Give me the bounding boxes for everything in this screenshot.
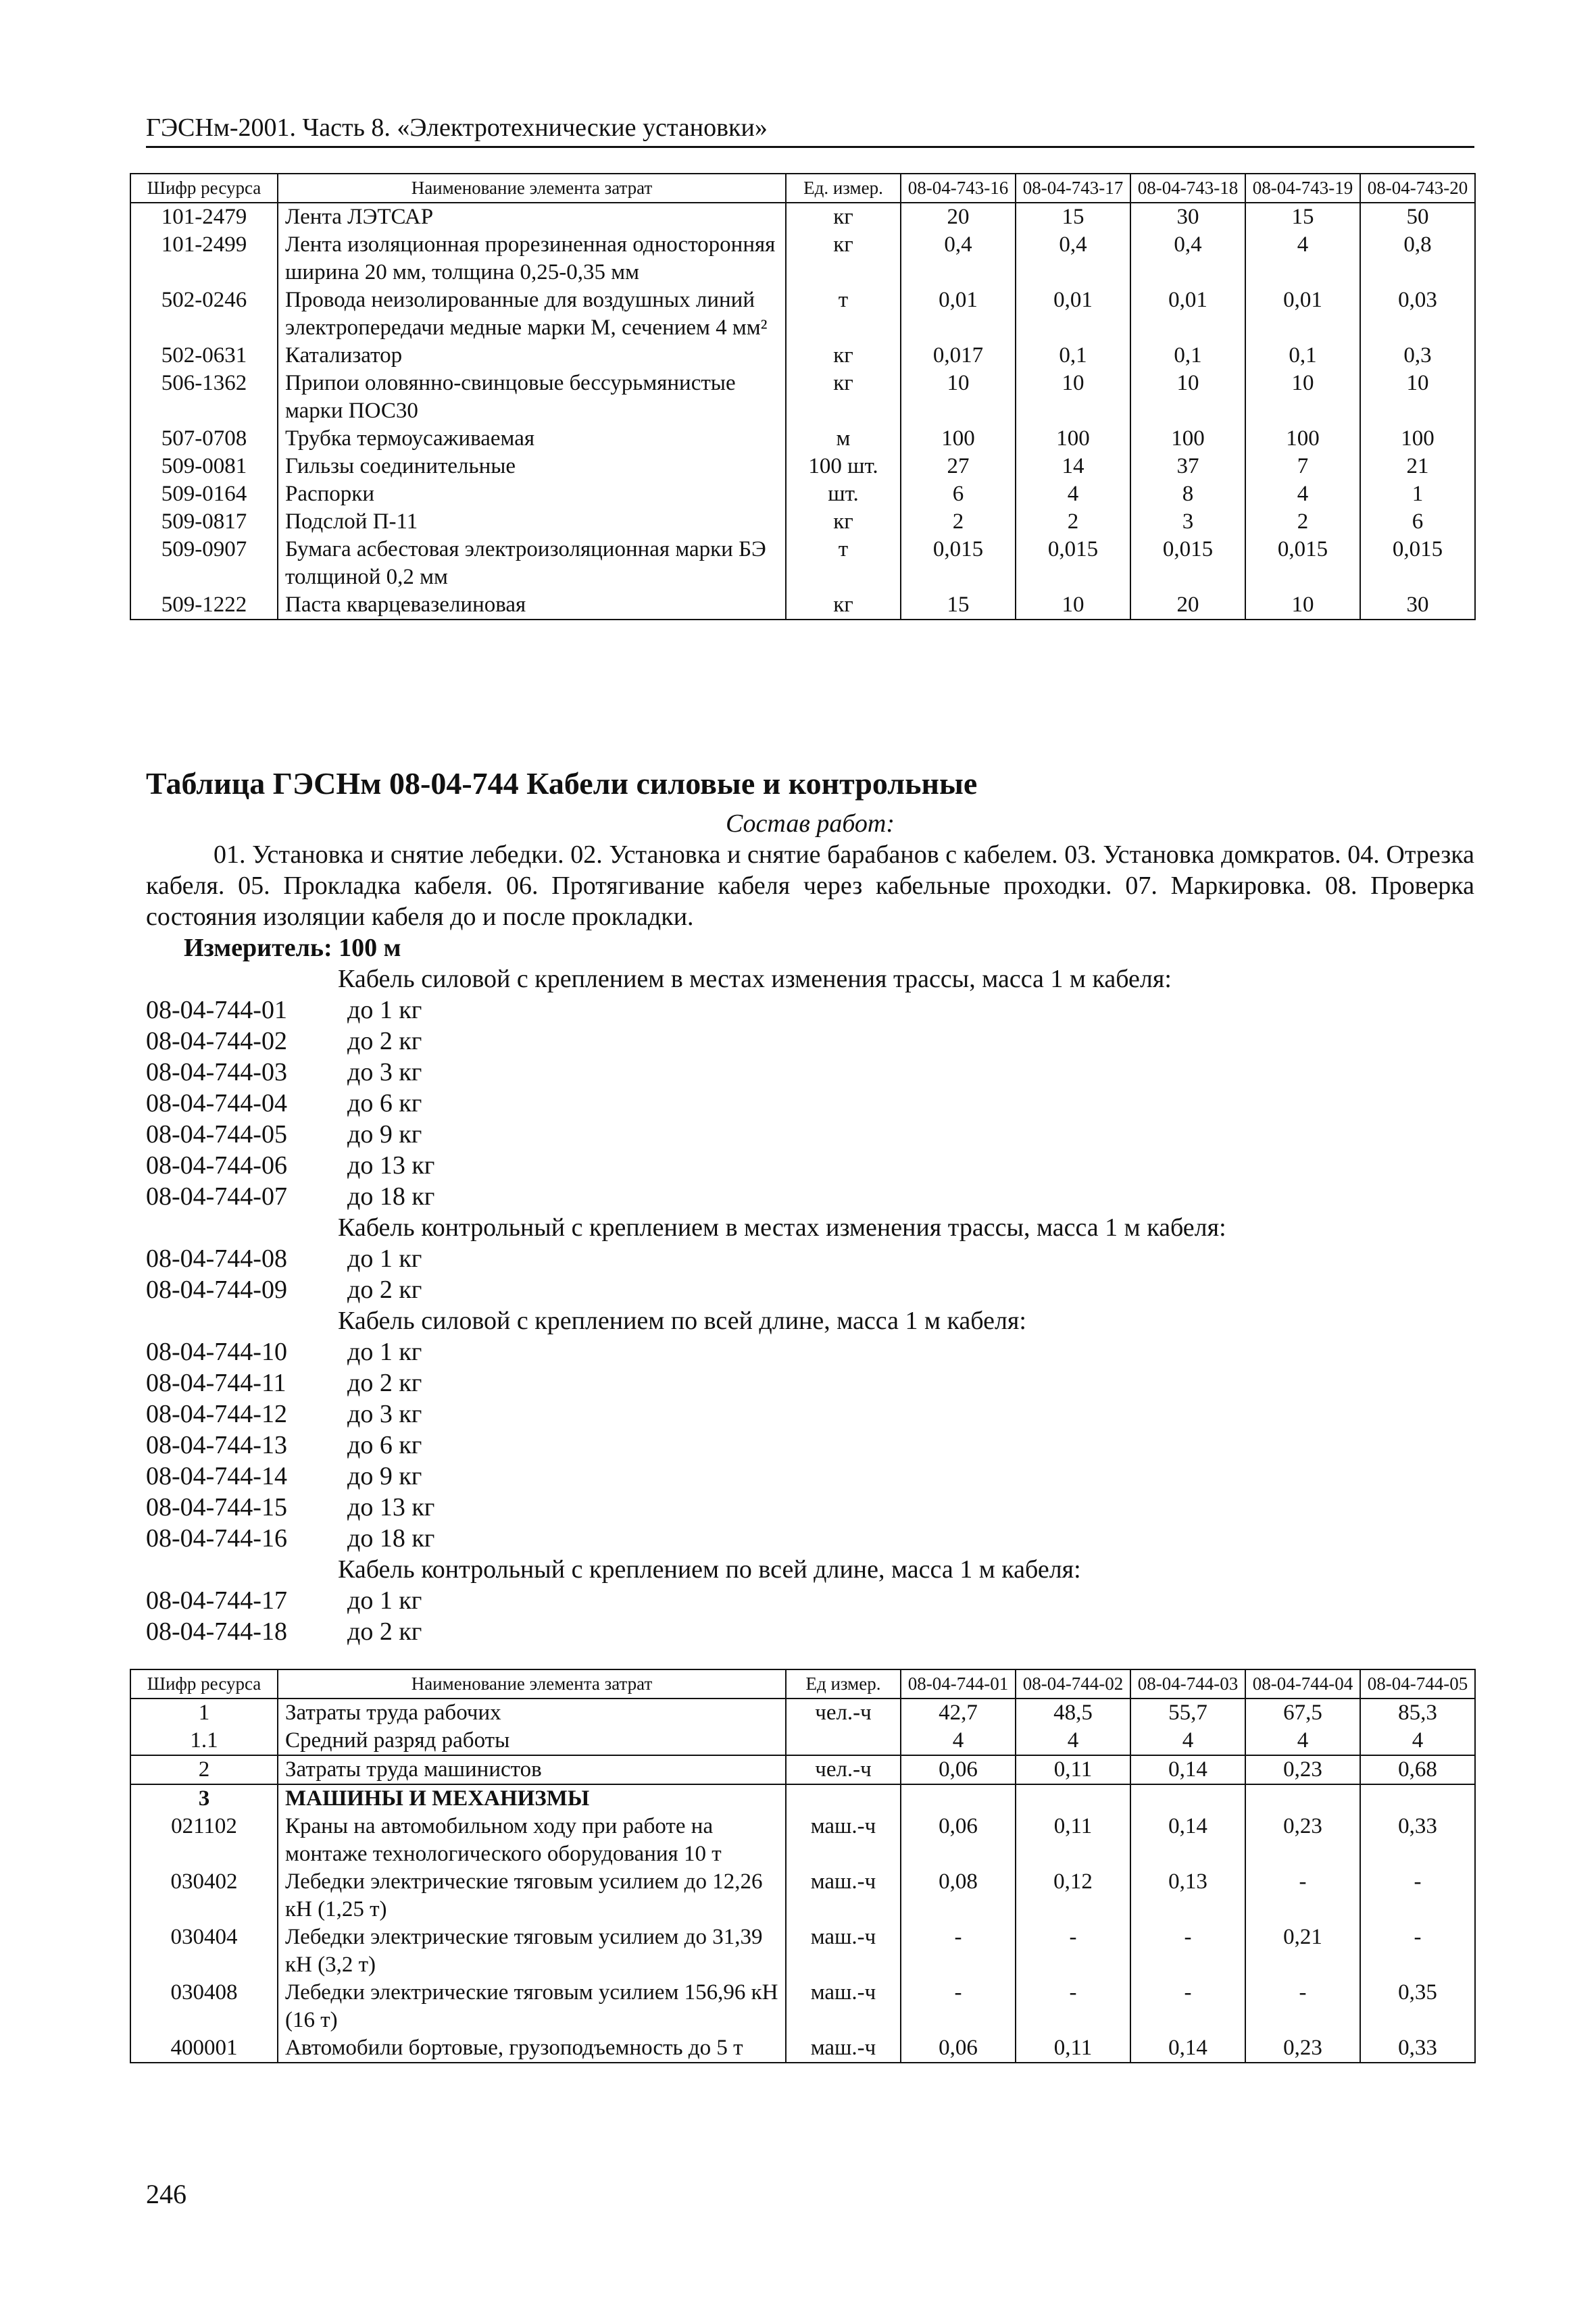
row-value: 0,14 [1130,1755,1245,1784]
resources-table-body [130,1699,1475,2063]
row-code: 3 [130,1784,278,1813]
norm-text: до 6 кг [347,1089,422,1117]
row-code: 400001 [130,2034,278,2063]
row-code: 101-2479 [130,203,278,231]
header-code: Шифр ресурса [130,1669,278,1699]
row-name: Бумага асбестовая электроизоляционная марки БЭ толщиной 0,2 мм [278,536,786,591]
row-value: 100 [1016,425,1130,453]
row-value: 100 [1360,425,1475,453]
group-title: Кабель контрольный с креплением в местах изменения трассы, масса 1 м кабеля: [338,1213,1226,1242]
row-value: 10 [1016,591,1130,620]
row-value: - [901,1979,1016,2034]
row-unit: чел.-ч [786,1699,901,1727]
list-item [146,1523,1474,1554]
header-col: 08-04-743-18 [1130,174,1245,203]
header-col: 08-04-743-16 [901,174,1016,203]
row-value: 85,3 [1360,1699,1475,1727]
resources-table [130,1669,1476,2063]
list-item [146,1367,1474,1399]
row-value: 0,11 [1016,1813,1130,1868]
table-row [130,1923,1475,1979]
row-value: 15 [1016,203,1130,231]
norm-text: до 3 кг [347,1400,422,1428]
list-item [146,1181,1474,1212]
table-row [130,2034,1475,2063]
measure-label: Измеритель: [184,934,332,962]
table-row [130,1727,1475,1755]
row-code: 509-0081 [130,453,278,480]
row-name: Катализатор [278,342,786,370]
list-item [146,995,1474,1026]
row-value: - [1245,1979,1360,2034]
row-value: - [1360,1868,1475,1923]
header-col: 08-04-744-04 [1245,1669,1360,1699]
composition-text: 01. Установка и снятие лебедки. 02. Установка и снятие барабанов с кабелем. 03. Установка домкратов. 04. Отрезка кабеля. 05. Прокладка кабеля. 06. Протягивание кабеля через кабельные проходки. 07. Маркировка. 08. Проверка состояния изоляции кабеля до и после прокладки. [146,840,1474,931]
row-value [1016,1784,1130,1813]
section-title: Таблица ГЭСНм 08-04-744 Кабели силовые и контрольные [146,766,978,801]
table-row [130,370,1475,425]
list-item [146,1399,1474,1430]
table-row [130,1979,1475,2034]
table-row [130,508,1475,536]
row-value: 7 [1245,453,1360,480]
table-row [130,231,1475,286]
row-value: 0,06 [901,1813,1016,1868]
row-value: 1 [1360,480,1475,508]
row-code: 506-1362 [130,370,278,425]
row-value: 0,33 [1360,1813,1475,1868]
table-row [130,342,1475,370]
norm-code: 08-04-744-10 [146,1338,287,1366]
row-code: 509-0817 [130,508,278,536]
norm-code: 08-04-744-16 [146,1524,287,1553]
row-code: 030402 [130,1868,278,1923]
row-code: 101-2499 [130,231,278,286]
row-code: 509-0907 [130,536,278,591]
row-value: 0,14 [1130,1813,1245,1868]
page-header: ГЭСНм-2001. Часть 8. «Электротехнические установки» [146,112,1474,148]
row-value: 6 [1360,508,1475,536]
list-item [146,1585,1474,1616]
header-col: 08-04-743-19 [1245,174,1360,203]
row-value: 0,08 [901,1868,1016,1923]
row-value: 0,33 [1360,2034,1475,2063]
norm-text: до 1 кг [347,996,422,1024]
row-name: Провода неизолированные для воздушных линий электропередачи медные марки М, сечением 4 мм² [278,286,786,342]
norm-groups [146,963,1474,1647]
row-value: 100 [1245,425,1360,453]
row-code: 502-0246 [130,286,278,342]
row-name: Лента изоляционная прорезиненная односторонняя ширина 20 мм, толщина 0,25-0,35 мм [278,231,786,286]
list-item [146,1492,1474,1523]
row-name: Лебедки электрические тяговым усилием до 12,26 кН (1,25 т) [278,1868,786,1923]
row-value: - [1016,1979,1130,2034]
norm-text: до 2 кг [347,1369,422,1397]
list-item [146,1336,1474,1367]
row-value: 67,5 [1245,1699,1360,1727]
row-unit [786,1784,901,1813]
row-unit: маш.-ч [786,1813,901,1868]
row-unit: кг [786,231,901,286]
table-row [130,1784,1475,1813]
group-title: Кабель силовой с креплением по всей длине, масса 1 м кабеля: [338,1307,1026,1335]
row-value: 0,1 [1130,342,1245,370]
row-name: Распорки [278,480,786,508]
row-value: 10 [1245,370,1360,425]
header-unit: Ед. измер. [786,174,901,203]
row-unit: маш.-ч [786,1868,901,1923]
row-value: 30 [1360,591,1475,620]
row-name: Трубка термоусаживаемая [278,425,786,453]
group-title: Кабель контрольный с креплением по всей длине, масса 1 м кабеля: [338,1555,1081,1584]
header-name: Наименование элемента затрат [278,174,786,203]
norm-code: 08-04-744-06 [146,1151,287,1180]
row-name: Припои оловянно-свинцовые бессурьмянистые марки ПОС30 [278,370,786,425]
row-value: 3 [1130,508,1245,536]
norm-code: 08-04-744-17 [146,1586,287,1615]
norm-text: до 18 кг [347,1524,435,1553]
row-value: 2 [901,508,1016,536]
row-value: - [1360,1923,1475,1979]
row-value: 21 [1360,453,1475,480]
row-value: 10 [1245,591,1360,620]
norm-text: до 1 кг [347,1586,422,1615]
row-value: 0,015 [1245,536,1360,591]
norm-code: 08-04-744-01 [146,996,287,1024]
row-value: 37 [1130,453,1245,480]
row-name: Затраты труда машинистов [278,1755,786,1784]
row-value: 4 [1016,1727,1130,1755]
row-value: 2 [1245,508,1360,536]
header-col: 08-04-744-05 [1360,1669,1475,1699]
row-value: 0,11 [1016,2034,1130,2063]
row-name: Автомобили бортовые, грузоподъемность до 5 т [278,2034,786,2063]
row-name: МАШИНЫ И МЕХАНИЗМЫ [278,1784,786,1813]
row-value: 10 [1360,370,1475,425]
row-value: 0,23 [1245,1813,1360,1868]
row-value: 15 [1245,203,1360,231]
row-value: 55,7 [1130,1699,1245,1727]
list-item [146,1430,1474,1461]
row-code: 021102 [130,1813,278,1868]
row-value: 10 [1130,370,1245,425]
table-row [130,1699,1475,1727]
row-value: 0,01 [1016,286,1130,342]
row-value: 0,03 [1360,286,1475,342]
norm-text: до 6 кг [347,1431,422,1459]
row-value: 10 [1016,370,1130,425]
norm-text: до 1 кг [347,1338,422,1366]
row-code: 509-1222 [130,591,278,620]
table-row [130,453,1475,480]
row-unit: маш.-ч [786,1923,901,1979]
row-value: - [901,1923,1016,1979]
table-row [130,286,1475,342]
norm-text: до 2 кг [347,1617,422,1646]
list-item [146,1119,1474,1150]
row-value: 4 [1360,1727,1475,1755]
row-code: 509-0164 [130,480,278,508]
row-value: - [1130,1979,1245,2034]
header-col: 08-04-744-03 [1130,1669,1245,1699]
table-header-row [130,174,1475,203]
row-value: 0,23 [1245,2034,1360,2063]
row-unit [786,1727,901,1755]
row-name: Подслой П-11 [278,508,786,536]
row-code: 030404 [130,1923,278,1979]
row-value: 0,017 [901,342,1016,370]
table-row [130,203,1475,231]
row-code: 1 [130,1699,278,1727]
list-item [146,1026,1474,1057]
row-unit: кг [786,508,901,536]
header-col: 08-04-744-01 [901,1669,1016,1699]
row-value: 0,4 [901,231,1016,286]
row-unit: маш.-ч [786,1979,901,2034]
table-row [130,1868,1475,1923]
row-value: 42,7 [901,1699,1016,1727]
materials-table-body [130,203,1475,620]
norm-code: 08-04-744-08 [146,1244,287,1273]
row-name: Лебедки электрические тяговым усилием до 31,39 кН (3,2 т) [278,1923,786,1979]
group-title: Кабель силовой с креплением в местах изменения трассы, масса 1 м кабеля: [338,965,1172,993]
row-value: 0,06 [901,2034,1016,2063]
row-value: 0,06 [901,1755,1016,1784]
norm-text: до 1 кг [347,1244,422,1273]
row-value: 0,23 [1245,1755,1360,1784]
list-item [146,1243,1474,1274]
row-unit: чел.-ч [786,1755,901,1784]
row-value: 0,1 [1016,342,1130,370]
composition-heading: Состав работ: [725,809,895,838]
row-value: 20 [901,203,1016,231]
row-name: Затраты труда рабочих [278,1699,786,1727]
row-value: 4 [1016,480,1130,508]
row-code: 502-0631 [130,342,278,370]
row-unit: м [786,425,901,453]
row-value: 4 [901,1727,1016,1755]
row-unit: кг [786,591,901,620]
norm-text: до 9 кг [347,1462,422,1490]
list-item [146,1057,1474,1088]
page-number: 246 [146,2179,186,2209]
row-value: - [1245,1868,1360,1923]
header-col: 08-04-743-20 [1360,174,1475,203]
norm-text: до 13 кг [347,1151,435,1180]
row-value: 27 [901,453,1016,480]
row-value: 15 [901,591,1016,620]
list-item [146,1150,1474,1181]
row-value: 0,4 [1130,231,1245,286]
row-value: 10 [901,370,1016,425]
row-value: 4 [1130,1727,1245,1755]
norm-code: 08-04-744-12 [146,1400,287,1428]
row-value: - [1016,1923,1130,1979]
row-value: 4 [1245,231,1360,286]
row-value: 20 [1130,591,1245,620]
row-value: 0,68 [1360,1755,1475,1784]
row-code: 1.1 [130,1727,278,1755]
row-value: 0,015 [1130,536,1245,591]
row-value: - [1130,1923,1245,1979]
row-unit: т [786,286,901,342]
row-value: 100 [1130,425,1245,453]
row-unit: т [786,536,901,591]
row-name: Краны на автомобильном ходу при работе на монтаже технологического оборудования 10 т [278,1813,786,1868]
list-item [146,1616,1474,1647]
norm-code: 08-04-744-02 [146,1027,287,1055]
row-value: 0,14 [1130,2034,1245,2063]
row-name: Гильзы соединительные [278,453,786,480]
row-unit: маш.-ч [786,2034,901,2063]
norm-code: 08-04-744-18 [146,1617,287,1646]
table-row [130,591,1475,620]
row-name: Лента ЛЭТСАР [278,203,786,231]
header-code: Шифр ресурса [130,174,278,203]
norm-code: 08-04-744-14 [146,1462,287,1490]
table-row [130,1755,1475,1784]
row-value: 0,4 [1016,231,1130,286]
list-item [146,1088,1474,1119]
header-unit: Ед измер. [786,1669,901,1699]
row-value [1245,1784,1360,1813]
row-value: 0,1 [1245,342,1360,370]
row-name: Средний разряд работы [278,1727,786,1755]
row-value: 100 [901,425,1016,453]
header-col: 08-04-743-17 [1016,174,1130,203]
row-value: 48,5 [1016,1699,1130,1727]
norm-text: до 18 кг [347,1182,435,1211]
row-code: 507-0708 [130,425,278,453]
row-value: 6 [901,480,1016,508]
row-value: 50 [1360,203,1475,231]
row-value: 0,015 [901,536,1016,591]
row-value: 0,01 [901,286,1016,342]
row-unit: кг [786,370,901,425]
row-value: 0,21 [1245,1923,1360,1979]
row-value: 0,015 [1360,536,1475,591]
norm-text: до 2 кг [347,1276,422,1304]
row-value [901,1784,1016,1813]
row-value: 0,3 [1360,342,1475,370]
materials-table [130,173,1476,620]
norm-code: 08-04-744-13 [146,1431,287,1459]
table-row [130,1813,1475,1868]
row-unit: 100 шт. [786,453,901,480]
row-value: 8 [1130,480,1245,508]
row-value [1360,1784,1475,1813]
row-value: 14 [1016,453,1130,480]
norm-code: 08-04-744-03 [146,1058,287,1086]
norm-text: до 3 кг [347,1058,422,1086]
norm-text: до 2 кг [347,1027,422,1055]
row-value: 0,11 [1016,1755,1130,1784]
header-col: 08-04-744-02 [1016,1669,1130,1699]
measure-line [146,932,1474,963]
row-value [1130,1784,1245,1813]
row-value: 0,35 [1360,1979,1475,2034]
row-value: 0,01 [1245,286,1360,342]
row-value: 0,015 [1016,536,1130,591]
row-unit: кг [786,342,901,370]
section-content [146,808,1474,1647]
row-value: 2 [1016,508,1130,536]
row-name: Паста кварцевазелиновая [278,591,786,620]
norm-code: 08-04-744-04 [146,1089,287,1117]
row-unit: шт. [786,480,901,508]
row-code: 030408 [130,1979,278,2034]
row-value: 30 [1130,203,1245,231]
row-code: 2 [130,1755,278,1784]
measure-value: 100 м [339,934,401,962]
row-value: 0,01 [1130,286,1245,342]
row-value: 4 [1245,1727,1360,1755]
norm-code: 08-04-744-05 [146,1120,287,1149]
norm-code: 08-04-744-07 [146,1182,287,1211]
row-name: Лебедки электрические тяговым усилием 156,96 кН (16 т) [278,1979,786,2034]
table-row [130,536,1475,591]
list-item [146,1461,1474,1492]
row-value: 4 [1245,480,1360,508]
norm-text: до 9 кг [347,1120,422,1149]
table-row [130,480,1475,508]
header-name: Наименование элемента затрат [278,1669,786,1699]
table-row [130,425,1475,453]
norm-text: до 13 кг [347,1493,435,1521]
norm-code: 08-04-744-15 [146,1493,287,1521]
row-value: 0,12 [1016,1868,1130,1923]
list-item [146,1274,1474,1305]
row-value: 0,13 [1130,1868,1245,1923]
norm-code: 08-04-744-11 [146,1369,286,1397]
row-value: 0,8 [1360,231,1475,286]
norm-code: 08-04-744-09 [146,1276,287,1304]
table-header-row [130,1669,1475,1699]
row-unit: кг [786,203,901,231]
